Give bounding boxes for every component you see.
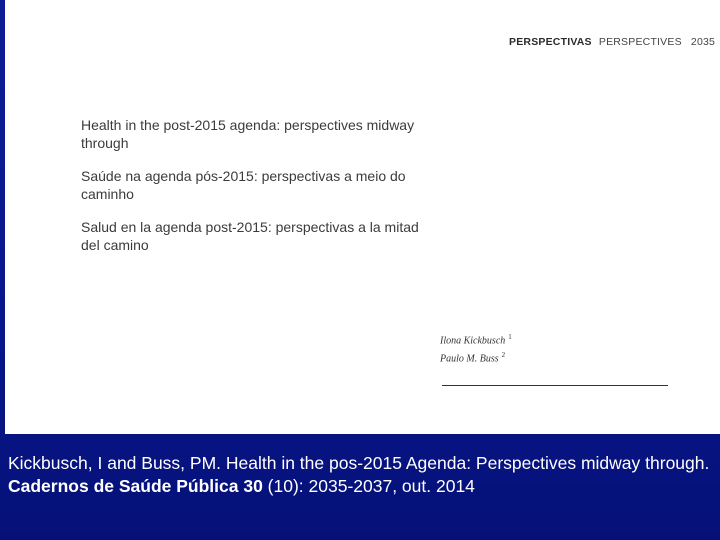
section-label-pt: PERSPECTIVAS (509, 36, 592, 48)
citation-suffix: (10): 2035-2037, out. 2014 (262, 476, 475, 496)
title-english: Health in the post-2015 agenda: perspectives midway through (81, 117, 415, 151)
author-divider (442, 385, 668, 386)
page-number: 2035 (690, 36, 716, 48)
author-affiliation: 1 (508, 333, 512, 341)
author-1 (440, 330, 512, 348)
author-list (440, 330, 512, 367)
author-name: Paulo M. Buss (440, 353, 499, 365)
citation-journal: Cadernos de Saúde Pública 30 (8, 476, 263, 496)
author-affiliation: 2 (501, 351, 506, 360)
author-name: Ilona Kickbusch (440, 335, 506, 347)
section-label-en: PERSPECTIVES (598, 36, 682, 48)
citation-text (8, 452, 713, 498)
journal-section-header (509, 36, 715, 48)
author-2 (440, 348, 512, 366)
article-page-image (5, 0, 720, 434)
title-spanish: Salud en la agenda post-2015: perspectivas a la mitad del camino (81, 219, 419, 253)
title-portuguese: Saúde na agenda pós-2015: perspectivas a meio do caminho (81, 168, 406, 202)
article-titles (81, 116, 421, 269)
citation-prefix: Kickbusch, I and Buss, PM. Health in the pos-2015 Agenda: Perspectives midway through. (8, 453, 710, 473)
